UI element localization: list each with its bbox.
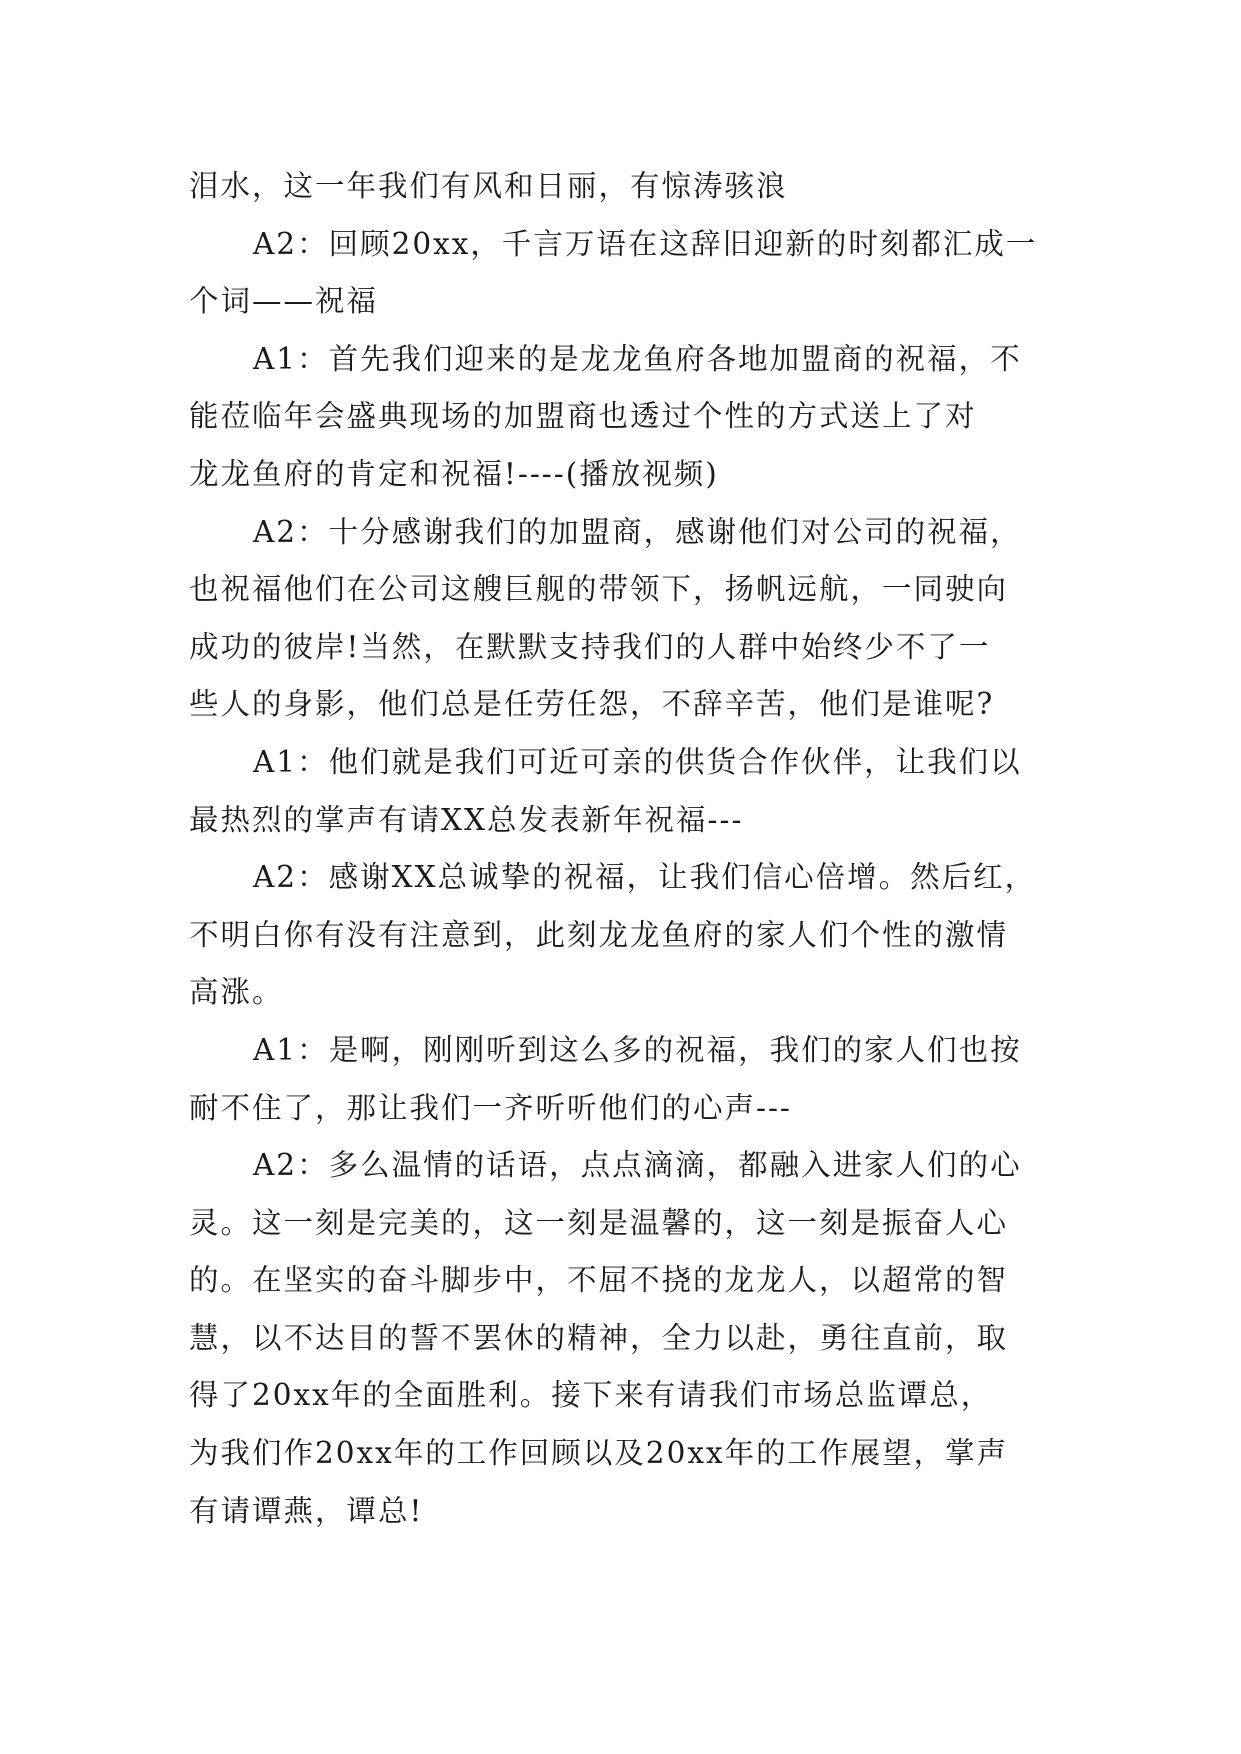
text-line: 灵。这一刻是完美的，这一刻是温馨的，这一刻是振奋人心 bbox=[189, 1205, 1009, 1240]
text-line: 为我们作20xx年的工作回顾以及20xx年的工作展望，掌声 bbox=[189, 1436, 1009, 1471]
text-line: 也祝福他们在公司这艘巨舰的带领下，扬帆远航，一同驶向 bbox=[189, 572, 1009, 607]
text-line: 最热烈的掌声有请XX总发表新年祝福--- bbox=[189, 802, 744, 837]
text-line: 慧，以不达目的誓不罢休的精神，全力以赴，勇往直前，取 bbox=[189, 1320, 1009, 1355]
text-line: 得了20xx年的全面胜利。接下来有请我们市场总监谭总， bbox=[189, 1378, 993, 1413]
text-line: 有请谭燕，谭总! bbox=[189, 1493, 424, 1528]
text-line: 能莅临年会盛典现场的加盟商也透过个性的方式送上了对 bbox=[189, 399, 977, 434]
text-line: 不明白你有没有注意到，此刻龙龙鱼府的家人们个性的激情 bbox=[189, 917, 1009, 952]
text-line: 成功的彼岸!当然，在默默支持我们的人群中始终少不了一 bbox=[189, 629, 991, 664]
text-line: A1：他们就是我们可近可亲的供货合作伙伴，让我们以 bbox=[253, 744, 1022, 779]
text-line: 高涨。 bbox=[189, 975, 284, 1010]
text-line: 龙龙鱼府的肯定和祝福!----(播放视频) bbox=[189, 456, 719, 491]
text-line: 泪水，这一年我们有风和日丽，有惊涛骇浪 bbox=[189, 169, 788, 203]
text-line: A2：十分感谢我们的加盟商，感谢他们对公司的祝福， bbox=[253, 514, 1022, 549]
document-body bbox=[189, 158, 1069, 1540]
text-line: 耐不住了，那让我们一齐听听他们的心声--- bbox=[189, 1090, 792, 1125]
text-line: A1：首先我们迎来的是龙龙鱼府各地加盟商的祝福，不 bbox=[253, 341, 1022, 376]
text-line: 个词——祝福 bbox=[189, 284, 379, 319]
text-line: 的。在坚实的奋斗脚步中，不屈不挠的龙龙人，以超常的智 bbox=[189, 1263, 1009, 1298]
text-line: A2：多么温情的话语，点点滴滴，都融入进家人们的心 bbox=[253, 1148, 1022, 1183]
text-line: A2：回顾20xx，千言万语在这辞旧迎新的时刻都汇成一 bbox=[253, 226, 1038, 261]
text-line: A2：感谢XX总诚挚的祝福，让我们信心倍增。然后红， bbox=[253, 860, 1037, 895]
text-line: 些人的身影，他们总是任劳任怨，不辞辛苦，他们是谁呢? bbox=[189, 687, 995, 722]
text-line: A1：是啊，刚刚听到这么多的祝福，我们的家人们也按 bbox=[253, 1032, 1022, 1067]
